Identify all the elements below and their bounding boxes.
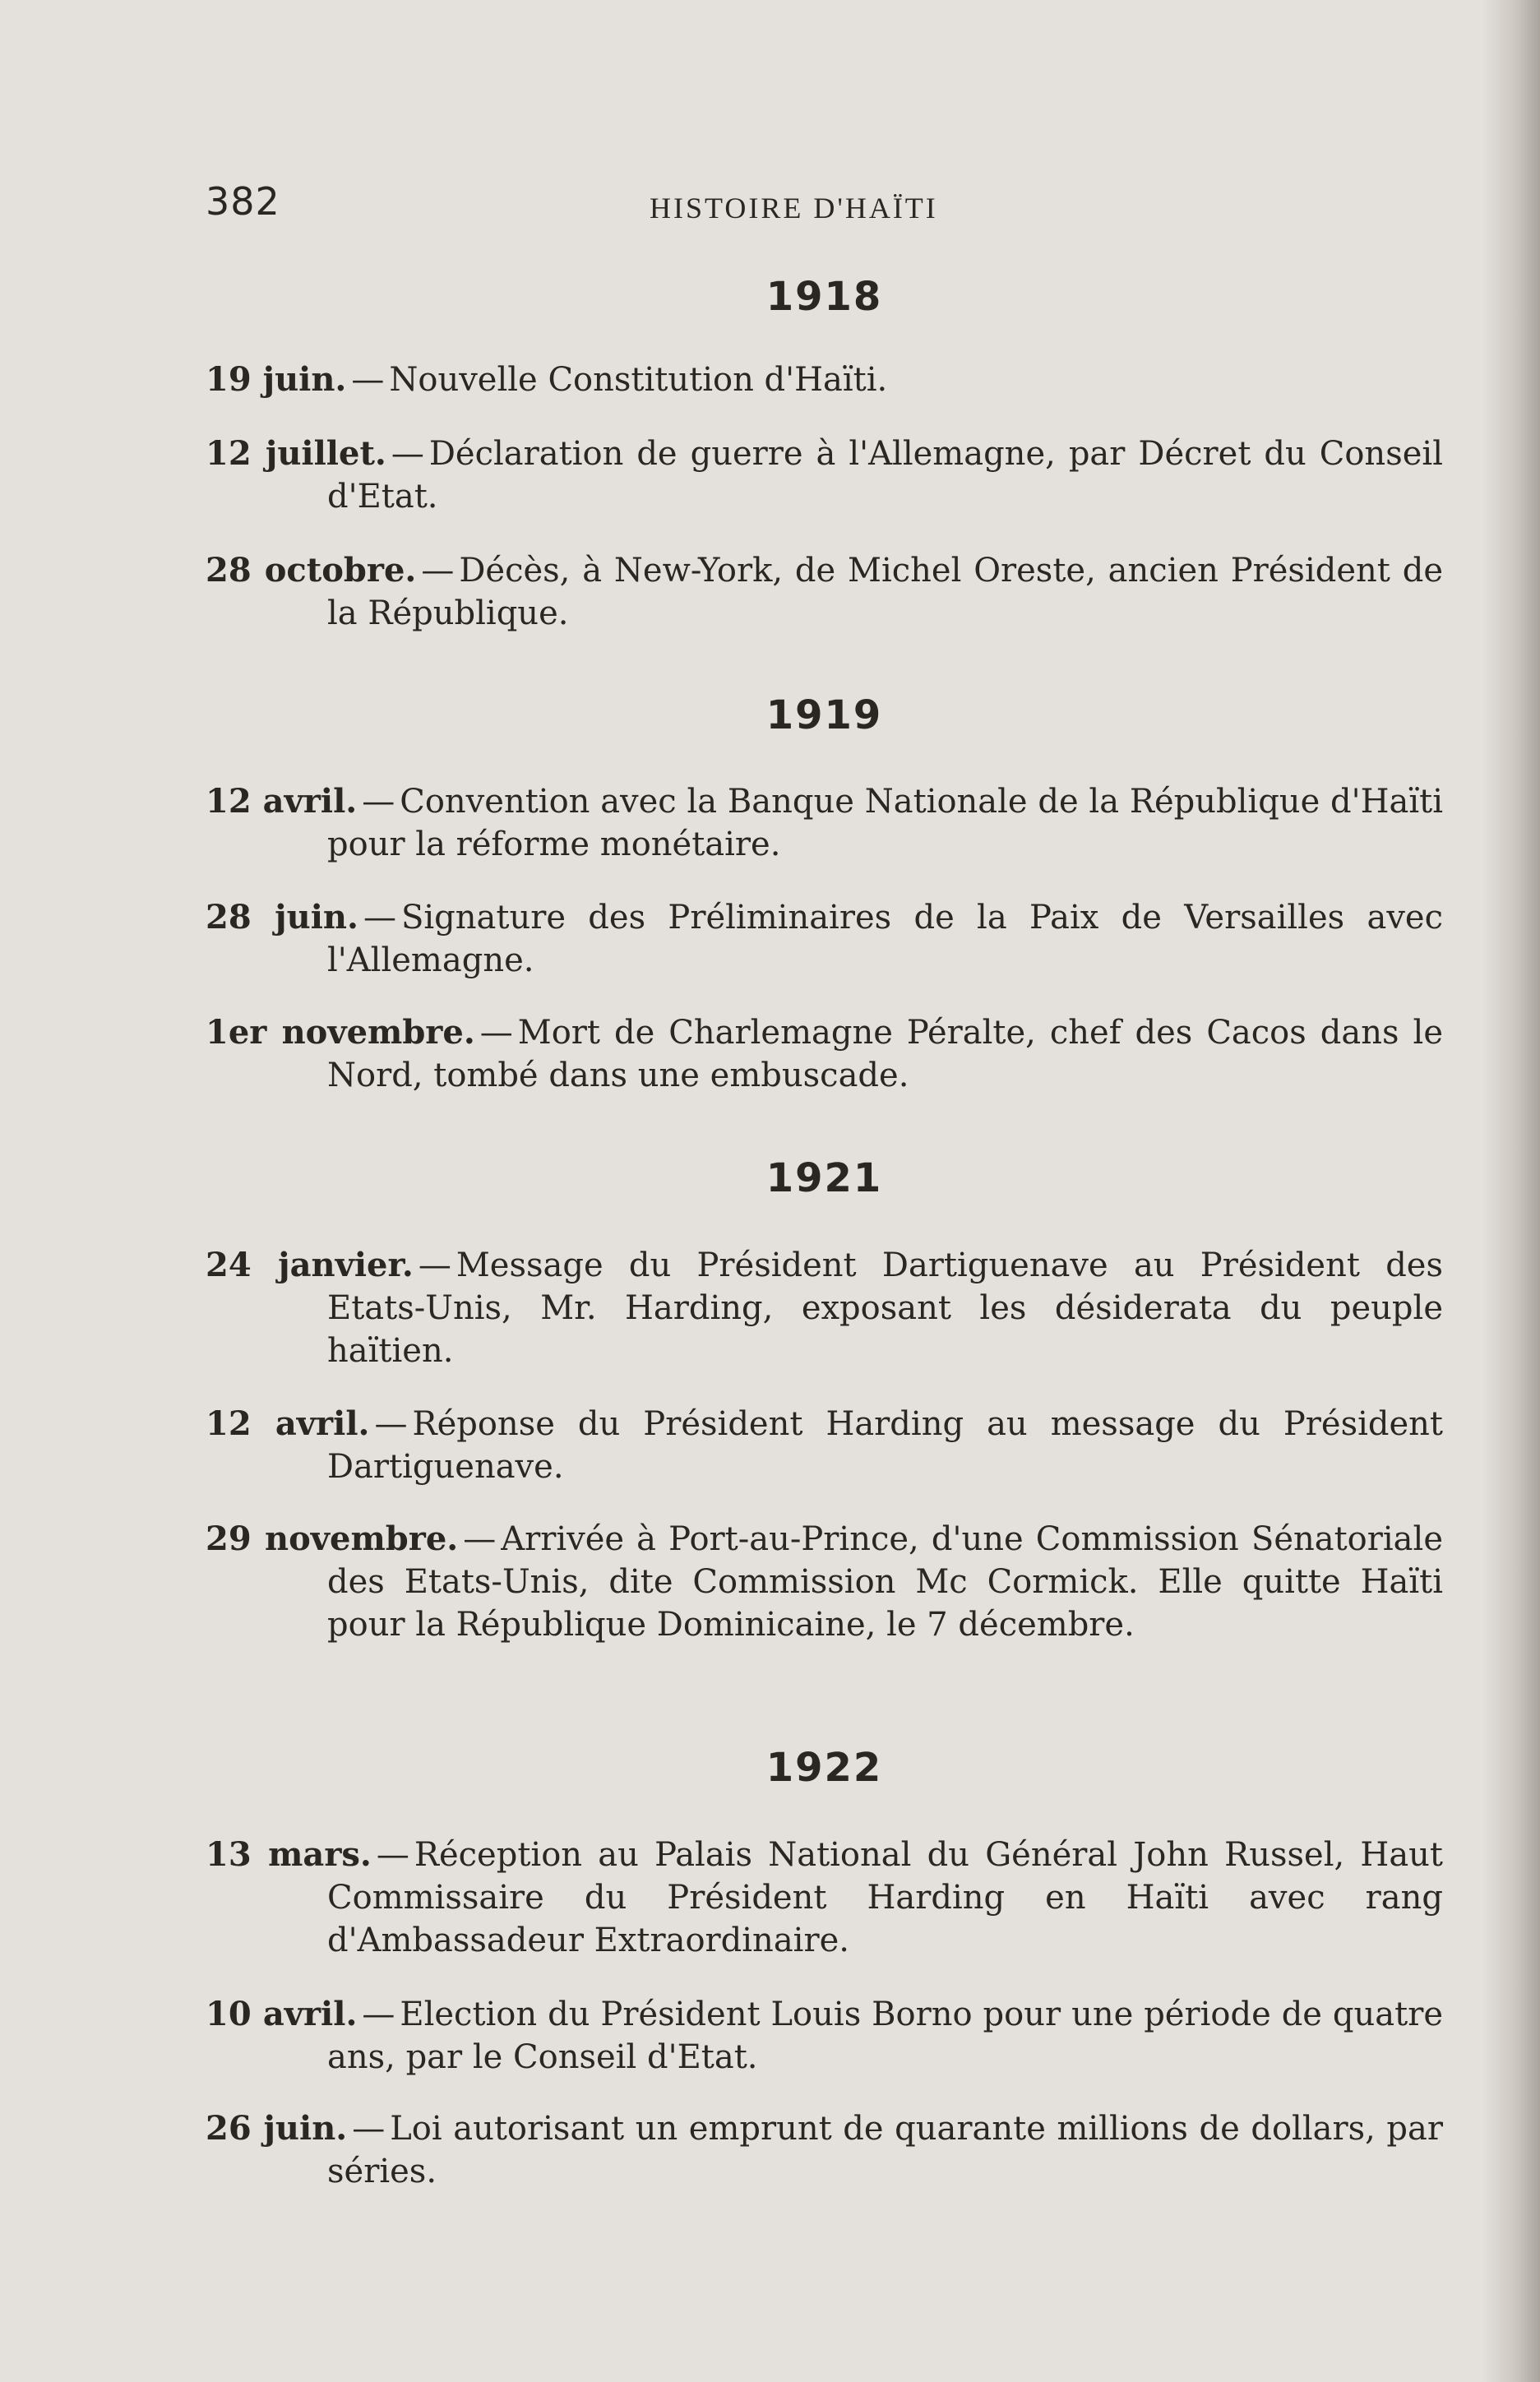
entry-date: 12 avril. — [206, 782, 358, 821]
em-dash: — — [351, 361, 385, 399]
entry-date: 10 avril. — [206, 1995, 358, 2033]
entry-date: 19 juin. — [206, 360, 347, 399]
em-dash: — — [362, 783, 395, 821]
entry-date: 29 novembre. — [206, 1519, 459, 1558]
entry-date: 26 juin. — [206, 2109, 348, 2148]
em-dash: — — [421, 552, 455, 590]
entry-date: 13 mars. — [206, 1835, 372, 1874]
page-number: 382 — [206, 179, 280, 224]
entry-text: Message du Président Dartiguenave au Président des Etats-Unis, Mr. Harding, exposant les désiderata du peuple haïtien. — [327, 1247, 1443, 1370]
entry-text: Décès, à New-York, de Michel Oreste, ancien Président de la République. — [327, 552, 1443, 632]
entry-text: Réception au Palais National du Général John Russel, Haut Commissaire du Président Harding en Haïti avec rang d'Ambassadeur Extraordinaire. — [327, 1836, 1443, 1959]
entry-text: Election du Président Louis Borno pour une période de quatre ans, par le Conseil d'Etat. — [327, 1996, 1444, 2076]
em-dash: — — [376, 1836, 409, 1874]
em-dash: — — [479, 1014, 513, 1052]
chronology-entry — [206, 1993, 1443, 2079]
entry-text: Réponse du Président Harding au message du Président Dartiguenave. — [327, 1405, 1444, 1486]
entry-date: 24 janvier. — [206, 1246, 414, 1284]
entry-text: Mort de Charlemagne Péralte, chef des Cacos dans le Nord, tombé dans une embuscade. — [327, 1014, 1443, 1094]
entry-text: Déclaration de guerre à l'Allemagne, par Décret du Conseil d'Etat. — [327, 435, 1443, 516]
entry-text: Convention avec la Banque Nationale de la République d'Haïti pour la réforme monétaire. — [327, 783, 1444, 863]
chronology-entry — [206, 549, 1443, 635]
entry-date: 1er novembre. — [206, 1013, 475, 1052]
chronology-entry — [206, 1403, 1443, 1488]
em-dash: — — [363, 899, 396, 937]
chronology-entry — [206, 1518, 1443, 1646]
running-title: HISTOIRE D'HAÏTI — [650, 192, 938, 224]
chronology-entry — [206, 2107, 1443, 2193]
chronology-entry — [206, 1244, 1443, 1372]
year-heading: 1921 — [765, 1155, 883, 1201]
year-heading: 1918 — [765, 274, 883, 320]
chronology-entry — [206, 358, 1443, 401]
year-heading: 1922 — [765, 1745, 883, 1791]
em-dash: — — [391, 435, 424, 473]
em-dash: — — [463, 1520, 497, 1558]
page-edge-shadow — [1482, 0, 1540, 2382]
entry-text: Nouvelle Constitution d'Haïti. — [389, 361, 888, 399]
running-head — [206, 179, 1443, 229]
entry-date: 28 octobre. — [206, 551, 417, 590]
entry-date: 28 juin. — [206, 898, 358, 937]
entry-text: Signature des Préliminaires de la Paix de Versailles avec l'Allemagne. — [327, 899, 1443, 979]
entry-date: 12 juillet. — [206, 434, 386, 473]
em-dash: — — [352, 2110, 386, 2148]
em-dash: — — [362, 1996, 395, 2033]
em-dash: — — [418, 1247, 451, 1284]
entry-date: 12 avril. — [206, 1404, 370, 1443]
chronology-entry — [206, 780, 1443, 866]
entry-text: Loi autorisant un emprunt de quarante millions de dollars, par séries. — [327, 2110, 1443, 2190]
chronology-entry — [206, 1834, 1443, 1962]
entry-text: Arrivée à Port-au-Prince, d'une Commission Sénatoriale des Etats-Unis, dite Commission Mc Cormick. Elle quitte Haïti pour la République Dominicaine, le 7 décembre. — [327, 1520, 1443, 1644]
chronology-entry — [206, 1011, 1443, 1097]
year-heading: 1919 — [765, 692, 883, 738]
chronology-entry — [206, 896, 1443, 982]
em-dash: — — [374, 1405, 408, 1443]
chronology-entry — [206, 432, 1443, 518]
